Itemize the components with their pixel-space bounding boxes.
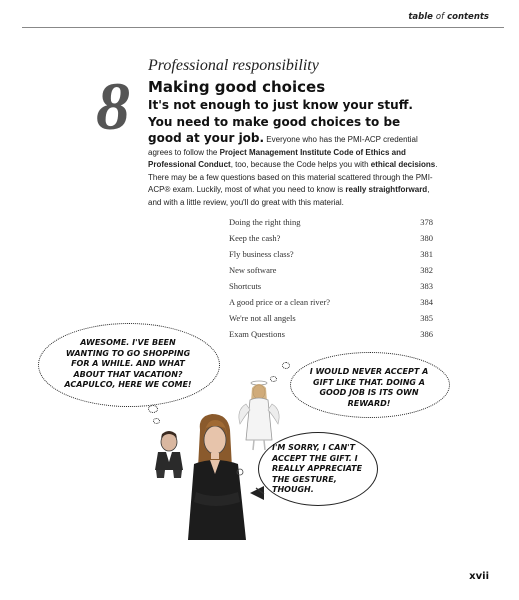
intro-lead: It's not enough to just know your stuff. You need to make good choices to be good at your job.: [148, 98, 413, 145]
header-rule: [22, 27, 504, 28]
toc-entry[interactable]: New software 382: [229, 265, 433, 275]
speech-bubble-text: I'M SORRY, I CAN'T ACCEPT THE GIFT. I REALLY APPRECIATE THE GESTURE, THOUGH.: [272, 443, 363, 494]
man-figure: [155, 431, 183, 478]
thought-bubble-left-text: AWESOME. I'VE BEEN WANTING TO GO SHOPPING FOR A WHILE. AND WHAT ABOUT THAT VACATION? ACAPULCO, HERE WE COME!: [64, 338, 192, 389]
chapter-intro: It's not enough to just know your stuff. You need to make good choices to be good at your job. Everyone who has the PMI-ACP credential agrees to follow the Project Management Institute Code of Ethics and Professional Conduct, too, because the Code helps you with ethical decisions. There may be a few questions based on this material scattered through the PMI-ACP® exam. Luckily, most of what you need to know is really straightforward, and with a little review, you'll do great with this material.: [148, 98, 438, 207]
chapter-subtitle: Making good choices: [148, 78, 326, 96]
toc-entry[interactable]: Keep the cash? 380: [229, 233, 433, 243]
woman-figure: [188, 414, 264, 540]
angel-figure: [239, 381, 279, 450]
speech-bubble-tail: [250, 486, 264, 500]
thought-bubble-dot: [148, 405, 158, 413]
thought-bubble-dot: [282, 362, 290, 369]
toc-entry[interactable]: We're not all angels 385: [229, 313, 433, 323]
thought-bubble-right-text: I WOULD NEVER ACCEPT A GIFT LIKE THAT. DOING A GOOD JOB IS ITS OWN REWARD!: [309, 367, 429, 408]
thought-bubble-dot: [153, 418, 160, 424]
toc-list: [229, 214, 433, 342]
page-number: xvii: [469, 571, 489, 582]
chapter-title: Professional responsibility: [148, 57, 319, 74]
toc-entry[interactable]: Shortcuts 383: [229, 281, 433, 291]
toc-entry[interactable]: Doing the right thing 378: [229, 217, 433, 227]
toc-entry[interactable]: Exam Questions 386: [229, 329, 433, 339]
chapter-number: 8: [96, 68, 130, 144]
toc-entry[interactable]: Fly business class? 381: [229, 249, 433, 259]
toc-entry[interactable]: A good price or a clean river? 384: [229, 297, 433, 307]
running-header: table of contents: [408, 12, 489, 22]
thought-bubble-dot: [270, 376, 277, 382]
